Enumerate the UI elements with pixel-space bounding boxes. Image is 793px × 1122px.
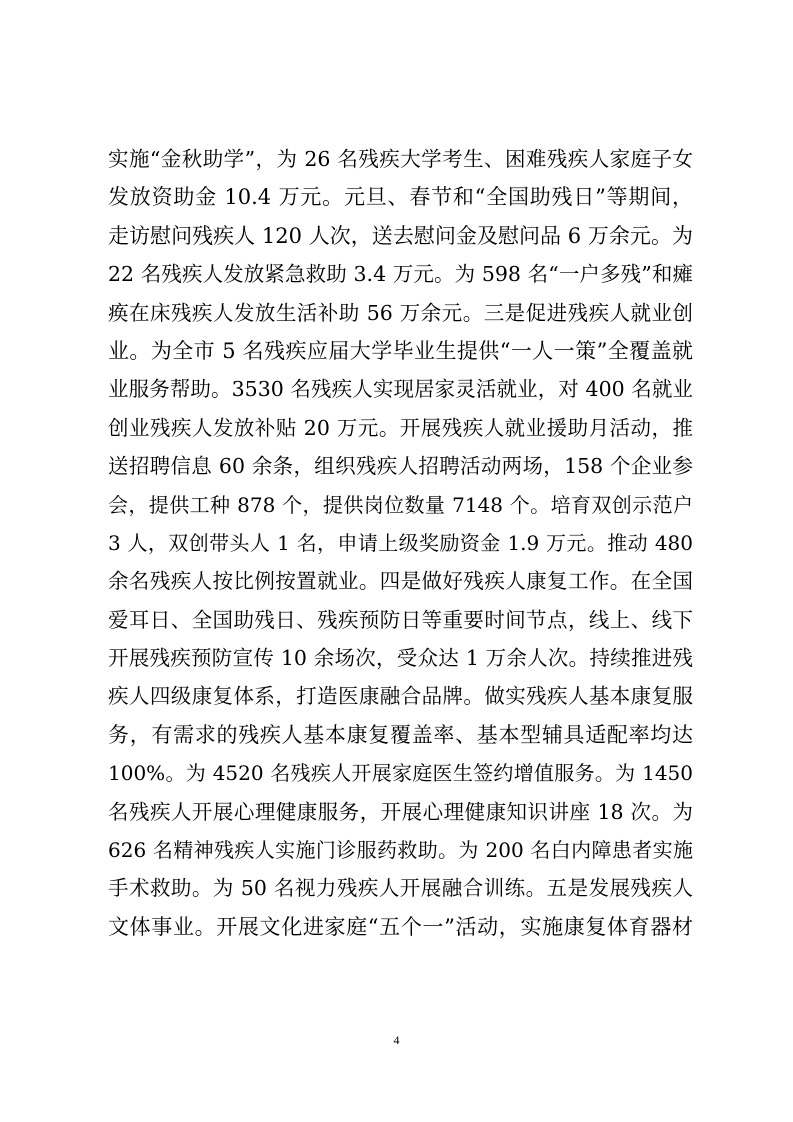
text-line: 爱耳日、全国助残日、残疾预防日等重要时间节点，线上、线下: [108, 607, 693, 632]
text-line: 3 人，双创带头人 1 名，申请上级奖励资金 1.9 万元。推动 480: [108, 530, 693, 555]
text-line: 痪在床残疾人发放生活补助 56 万余元。三是促进残疾人就业创: [108, 300, 693, 325]
text-line: 名残疾人开展心理健康服务，开展心理健康知识讲座 18 次。为: [108, 799, 693, 824]
text-line: 文体事业。开展文化进家庭“五个一”活动，实施康复体育器材: [108, 914, 693, 939]
text-line: 余名残疾人按比例按置就业。四是做好残疾人康复工作。在全国: [108, 569, 693, 594]
text-line: 疾人四级康复体系，打造医康融合品牌。做实残疾人基本康复服: [108, 684, 693, 709]
text-line: 发放资助金 10.4 万元。元旦、春节和“全国助残日”等期间，: [108, 185, 693, 210]
page-number: 4: [393, 1033, 400, 1047]
body-paragraph: [108, 140, 693, 946]
text-line: 务，有需求的残疾人基本康复覆盖率、基本型辅具适配率均达: [108, 722, 693, 747]
text-line: 626 名精神残疾人实施门诊服药救助。为 200 名白内障患者实施: [108, 838, 693, 863]
text-line: 22 名残疾人发放紧急救助 3.4 万元。为 598 名“一户多残”和瘫: [108, 262, 693, 287]
text-line: 送招聘信息 60 余条，组织残疾人招聘活动两场，158 个企业参: [108, 454, 693, 479]
text-line: 业。为全市 5 名残疾应届大学毕业生提供“一人一策”全覆盖就: [108, 338, 693, 363]
text-line: 创业残疾人发放补贴 20 万元。开展残疾人就业援助月活动，推: [108, 415, 693, 440]
text-line: 实施“金秋助学”，为 26 名残疾大学考生、困难残疾人家庭子女: [108, 147, 693, 171]
text-line: 会，提供工种 878 个，提供岗位数量 7148 个。培育双创示范户: [108, 492, 693, 517]
text-line: 走访慰问残疾人 120 人次，送去慰问金及慰问品 6 万余元。为: [108, 223, 693, 248]
text-line: 手术救助。为 50 名视力残疾人开展融合训练。五是发展残疾人: [108, 876, 693, 901]
text-line: 业服务帮助。3530 名残疾人实现居家灵活就业，对 400 名就业: [108, 377, 693, 402]
text-line: 开展残疾预防宣传 10 余场次，受众达 1 万余人次。持续推进残: [108, 646, 693, 671]
text-line: 100%。为 4520 名残疾人开展家庭医生签约增值服务。为 1450: [108, 761, 693, 786]
